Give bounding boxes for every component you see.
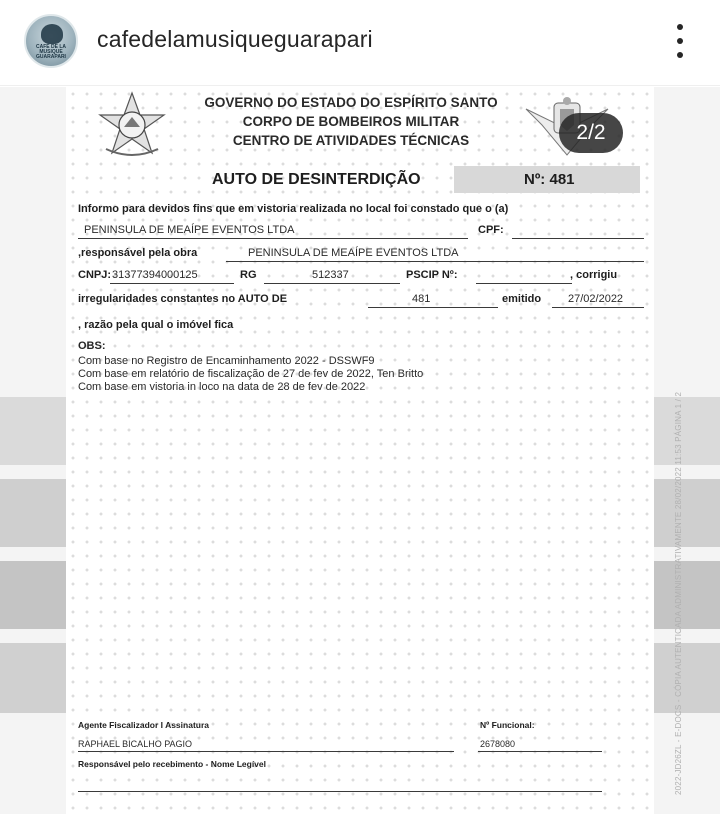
funcional-value: 2678080 bbox=[480, 739, 516, 749]
entity-name: PENINSULA DE MEAÍPE EVENTOS LTDA bbox=[84, 224, 295, 236]
emitido-value: 27/02/2022 bbox=[568, 293, 624, 305]
auto-value: 481 bbox=[412, 293, 431, 305]
agente-value: RAPHAEL BICALHO PAGIO bbox=[78, 739, 193, 749]
side-block bbox=[654, 397, 720, 465]
avatar-text: CAFÉ DE LA MUSIQUE GUARAPARI bbox=[36, 44, 66, 60]
responsavel-label: ,responsável pela obra bbox=[78, 247, 198, 259]
vertical-stamp bbox=[674, 265, 686, 795]
obs-line: Com base em vistoria in loco na data de 28 de fev de 2022 bbox=[78, 381, 366, 393]
more-options-button[interactable] bbox=[668, 24, 692, 58]
recebimento-label: Responsável pelo recebimento - Nome Legível bbox=[78, 759, 267, 769]
emitido-label: emitido bbox=[502, 293, 542, 305]
header-line: CENTRO DE ATIVIDADES TÉCNICAS bbox=[232, 133, 470, 148]
obs-line: Com base em relatório de fiscalização de 27 de fev de 2022, Ten Britto bbox=[78, 368, 424, 380]
document-number: Nº: 481 bbox=[524, 171, 575, 188]
agente-label: Agente Fiscalizador I Assinatura bbox=[78, 720, 209, 730]
cpf-label: CPF: bbox=[478, 224, 504, 236]
document-number-box bbox=[454, 166, 640, 193]
side-block bbox=[654, 561, 720, 629]
side-block bbox=[0, 561, 66, 629]
razao-label: , razão pela qual o imóvel fica bbox=[78, 319, 234, 331]
side-block bbox=[654, 643, 720, 713]
post-media[interactable] bbox=[0, 87, 720, 814]
document-page bbox=[66, 87, 654, 814]
more-vertical-icon bbox=[677, 24, 683, 30]
irregularidades-label: irregularidades constantes no AUTO DE bbox=[78, 293, 288, 305]
cnpj-label: CNPJ: bbox=[78, 269, 112, 281]
responsavel-value: PENINSULA DE MEAÍPE EVENTOS LTDA bbox=[248, 247, 459, 259]
intro-text: Informo para devidos fins que em vistoria realizada no local foi constado que o (a) bbox=[78, 203, 509, 215]
rg-label: RG bbox=[240, 269, 257, 281]
document-header bbox=[186, 93, 516, 150]
pscip-label: PSCIP Nº: bbox=[406, 269, 458, 281]
carousel-counter: 2/2 bbox=[559, 113, 623, 153]
header-line: GOVERNO DO ESTADO DO ESPÍRITO SANTO bbox=[204, 95, 498, 110]
rg-value: 512337 bbox=[312, 269, 349, 281]
obs-line: Com base no Registro de Encaminhamento 2022 - DSSWF9 bbox=[78, 355, 375, 367]
avatar-logo-icon bbox=[41, 24, 63, 44]
obs-label: OBS: bbox=[78, 340, 106, 352]
cnpj-value: 31377394000125 bbox=[112, 269, 198, 281]
state-crest-icon bbox=[96, 91, 168, 161]
header-line: CORPO DE BOMBEIROS MILITAR bbox=[242, 114, 460, 129]
document-title: AUTO DE DESINTERDIÇÃO bbox=[212, 171, 421, 188]
corrigiu-label: , corrigiu bbox=[570, 269, 618, 281]
side-block bbox=[0, 397, 66, 465]
side-block bbox=[0, 479, 66, 547]
side-block bbox=[654, 479, 720, 547]
side-block bbox=[0, 643, 66, 713]
vertical-stamp-text: 2022-JD26ZL - E-DOCS - CÓPIA AUTENTICADA ADMINISTRATIVAMENTE 28/02/2022 11:53 PÁGINA 1 / 2 bbox=[674, 391, 683, 795]
funcional-label: Nº Funcional: bbox=[480, 720, 535, 730]
post-header bbox=[0, 0, 720, 86]
username[interactable]: cafedelamusiqueguarapari bbox=[97, 26, 373, 52]
avatar[interactable] bbox=[24, 14, 78, 68]
